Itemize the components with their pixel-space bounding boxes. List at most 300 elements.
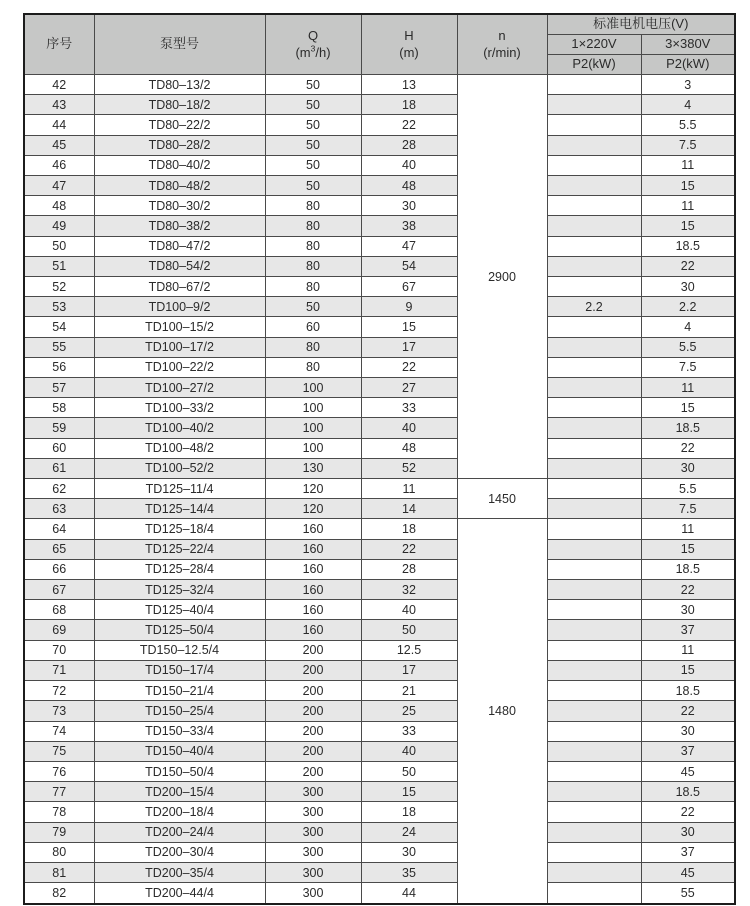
cell-head: 54 xyxy=(361,256,457,276)
cell-head: 50 xyxy=(361,761,457,781)
table-row xyxy=(24,277,735,297)
header-head xyxy=(361,14,457,75)
table-row xyxy=(24,701,735,721)
cell-model: TD125–32/4 xyxy=(94,580,265,600)
cell-head: 33 xyxy=(361,398,457,418)
cell-power-380: 18.5 xyxy=(641,418,735,438)
header-voltage-group: 标准电机电压(V) xyxy=(547,14,735,35)
cell-power-220 xyxy=(547,95,641,115)
cell-model: TD100–15/2 xyxy=(94,317,265,337)
cell-flow: 100 xyxy=(265,438,361,458)
cell-flow: 160 xyxy=(265,539,361,559)
cell-flow: 300 xyxy=(265,842,361,862)
cell-power-380: 55 xyxy=(641,883,735,904)
cell-power-380: 22 xyxy=(641,802,735,822)
header-speed-unit: (r/min) xyxy=(483,44,521,60)
cell-head: 21 xyxy=(361,681,457,701)
cell-flow: 50 xyxy=(265,297,361,317)
cell-serial: 47 xyxy=(24,176,94,196)
cell-power-380: 11 xyxy=(641,519,735,539)
cell-power-220 xyxy=(547,883,641,904)
cell-serial: 75 xyxy=(24,741,94,761)
cell-model: TD200–30/4 xyxy=(94,842,265,862)
cell-model: TD125–11/4 xyxy=(94,479,265,499)
cell-power-220 xyxy=(547,761,641,781)
cell-serial: 74 xyxy=(24,721,94,741)
table-row xyxy=(24,499,735,519)
header-voltage-220: 1×220V xyxy=(547,35,641,55)
cell-power-380: 18.5 xyxy=(641,782,735,802)
cell-head: 33 xyxy=(361,721,457,741)
cell-model: TD100–17/2 xyxy=(94,337,265,357)
cell-flow: 200 xyxy=(265,660,361,680)
table-row xyxy=(24,398,735,418)
cell-power-380: 30 xyxy=(641,600,735,620)
cell-flow: 200 xyxy=(265,761,361,781)
cell-model: TD150–12.5/4 xyxy=(94,640,265,660)
cell-serial: 61 xyxy=(24,458,94,478)
table-row xyxy=(24,357,735,377)
cell-serial: 52 xyxy=(24,277,94,297)
cell-power-380: 45 xyxy=(641,862,735,882)
cell-power-380: 18.5 xyxy=(641,236,735,256)
table-row xyxy=(24,75,735,95)
table-row xyxy=(24,236,735,256)
cell-serial: 63 xyxy=(24,499,94,519)
cell-serial: 73 xyxy=(24,701,94,721)
cell-power-220 xyxy=(547,741,641,761)
cell-model: TD125–28/4 xyxy=(94,559,265,579)
cell-speed: 2900 xyxy=(457,75,547,479)
cell-speed: 1450 xyxy=(457,479,547,519)
cell-flow: 200 xyxy=(265,681,361,701)
cell-model: TD125–14/4 xyxy=(94,499,265,519)
cell-power-380: 11 xyxy=(641,155,735,175)
header-power-380: P2(kW) xyxy=(641,55,735,75)
cell-flow: 120 xyxy=(265,499,361,519)
cell-flow: 80 xyxy=(265,277,361,297)
cell-power-220 xyxy=(547,378,641,398)
table-row xyxy=(24,761,735,781)
cell-serial: 64 xyxy=(24,519,94,539)
cell-power-220 xyxy=(547,499,641,519)
cell-power-380: 7.5 xyxy=(641,135,735,155)
cell-serial: 77 xyxy=(24,782,94,802)
cell-flow: 200 xyxy=(265,721,361,741)
cubic-superscript: 3 xyxy=(310,43,316,54)
table-row xyxy=(24,196,735,216)
table-row xyxy=(24,782,735,802)
cell-head: 40 xyxy=(361,600,457,620)
cell-flow: 50 xyxy=(265,95,361,115)
cell-power-220 xyxy=(547,802,641,822)
cell-power-380: 30 xyxy=(641,458,735,478)
cell-power-220 xyxy=(547,317,641,337)
cell-power-380: 5.5 xyxy=(641,337,735,357)
cell-head: 15 xyxy=(361,782,457,802)
cell-power-380: 30 xyxy=(641,822,735,842)
table-row xyxy=(24,479,735,499)
cell-serial: 72 xyxy=(24,681,94,701)
cell-power-380: 37 xyxy=(641,741,735,761)
cell-power-380: 15 xyxy=(641,539,735,559)
cell-power-220 xyxy=(547,418,641,438)
cell-flow: 120 xyxy=(265,479,361,499)
cell-head: 35 xyxy=(361,862,457,882)
cell-model: TD100–33/2 xyxy=(94,398,265,418)
cell-model: TD150–33/4 xyxy=(94,721,265,741)
cell-power-380: 4 xyxy=(641,95,735,115)
cell-model: TD150–50/4 xyxy=(94,761,265,781)
pump-spec-table xyxy=(23,13,736,905)
cell-serial: 67 xyxy=(24,580,94,600)
cell-serial: 44 xyxy=(24,115,94,135)
header-head-unit: (m) xyxy=(399,44,419,60)
cell-power-220 xyxy=(547,75,641,95)
cell-flow: 50 xyxy=(265,75,361,95)
table-row xyxy=(24,741,735,761)
cell-power-220 xyxy=(547,701,641,721)
cell-serial: 76 xyxy=(24,761,94,781)
cell-power-220 xyxy=(547,479,641,499)
table-row xyxy=(24,297,735,317)
cell-flow: 100 xyxy=(265,398,361,418)
cell-model: TD80–40/2 xyxy=(94,155,265,175)
cell-power-380: 15 xyxy=(641,176,735,196)
cell-serial: 56 xyxy=(24,357,94,377)
cell-model: TD125–22/4 xyxy=(94,539,265,559)
cell-flow: 300 xyxy=(265,862,361,882)
cell-model: TD125–40/4 xyxy=(94,600,265,620)
header-speed xyxy=(457,14,547,75)
cell-speed: 1480 xyxy=(457,519,547,904)
cell-power-220 xyxy=(547,216,641,236)
cell-model: TD200–18/4 xyxy=(94,802,265,822)
cell-power-380: 22 xyxy=(641,580,735,600)
cell-power-380: 37 xyxy=(641,842,735,862)
cell-head: 22 xyxy=(361,115,457,135)
cell-head: 27 xyxy=(361,378,457,398)
cell-model: TD125–18/4 xyxy=(94,519,265,539)
table-row xyxy=(24,418,735,438)
cell-serial: 79 xyxy=(24,822,94,842)
cell-power-220 xyxy=(547,580,641,600)
header-voltage-380: 3×380V xyxy=(641,35,735,55)
cell-power-380: 18.5 xyxy=(641,559,735,579)
cell-model: TD80–38/2 xyxy=(94,216,265,236)
cell-flow: 50 xyxy=(265,155,361,175)
cell-model: TD200–44/4 xyxy=(94,883,265,904)
cell-flow: 80 xyxy=(265,357,361,377)
cell-model: TD200–35/4 xyxy=(94,862,265,882)
cell-power-220 xyxy=(547,277,641,297)
cell-power-380: 3 xyxy=(641,75,735,95)
cell-model: TD100–48/2 xyxy=(94,438,265,458)
cell-serial: 43 xyxy=(24,95,94,115)
cell-power-380: 5.5 xyxy=(641,115,735,135)
header-head-symbol: H xyxy=(404,27,414,43)
table-row xyxy=(24,135,735,155)
cell-head: 12.5 xyxy=(361,640,457,660)
table-row xyxy=(24,721,735,741)
cell-serial: 51 xyxy=(24,256,94,276)
cell-head: 47 xyxy=(361,236,457,256)
cell-power-380: 15 xyxy=(641,660,735,680)
header-flow-unit: $(m^3/h)$ xyxy=(295,43,331,60)
cell-flow: 80 xyxy=(265,256,361,276)
cell-model: TD200–24/4 xyxy=(94,822,265,842)
table-row xyxy=(24,660,735,680)
cell-head: 13 xyxy=(361,75,457,95)
table-row xyxy=(24,883,735,904)
cell-head: 11 xyxy=(361,479,457,499)
table-row xyxy=(24,256,735,276)
cell-head: 22 xyxy=(361,539,457,559)
cell-serial: 55 xyxy=(24,337,94,357)
cell-flow: 80 xyxy=(265,337,361,357)
cell-power-220 xyxy=(547,236,641,256)
cell-power-220 xyxy=(547,256,641,276)
table-row xyxy=(24,115,735,135)
table-row xyxy=(24,681,735,701)
cell-head: 32 xyxy=(361,580,457,600)
header-power-220: P2(kW) xyxy=(547,55,641,75)
cell-power-220 xyxy=(547,155,641,175)
cell-flow: 300 xyxy=(265,822,361,842)
cell-power-220 xyxy=(547,822,641,842)
cell-head: 48 xyxy=(361,176,457,196)
cell-head: 28 xyxy=(361,135,457,155)
cell-power-380: 22 xyxy=(641,256,735,276)
cell-power-220 xyxy=(547,782,641,802)
cell-flow: 50 xyxy=(265,115,361,135)
table-row xyxy=(24,822,735,842)
cell-power-220 xyxy=(547,196,641,216)
cell-flow: 100 xyxy=(265,418,361,438)
cell-flow: 200 xyxy=(265,741,361,761)
cell-flow: 130 xyxy=(265,458,361,478)
cell-power-380: 37 xyxy=(641,620,735,640)
cell-serial: 66 xyxy=(24,559,94,579)
cell-flow: 50 xyxy=(265,135,361,155)
cell-model: TD200–15/4 xyxy=(94,782,265,802)
cell-serial: 53 xyxy=(24,297,94,317)
cell-power-380: 7.5 xyxy=(641,499,735,519)
table-row xyxy=(24,378,735,398)
cell-power-380: 2.2 xyxy=(641,297,735,317)
cell-flow: 80 xyxy=(265,196,361,216)
cell-power-380: 30 xyxy=(641,721,735,741)
cell-serial: 60 xyxy=(24,438,94,458)
cell-model: TD80–67/2 xyxy=(94,277,265,297)
table-row xyxy=(24,862,735,882)
cell-power-220 xyxy=(547,398,641,418)
cell-power-220 xyxy=(547,176,641,196)
table-row xyxy=(24,438,735,458)
cell-model: TD100–52/2 xyxy=(94,458,265,478)
header-flow-symbol: Q xyxy=(307,27,319,43)
cell-model: TD100–40/2 xyxy=(94,418,265,438)
cell-model: TD150–17/4 xyxy=(94,660,265,680)
cell-flow: 300 xyxy=(265,782,361,802)
cell-power-220 xyxy=(547,681,641,701)
cell-serial: 49 xyxy=(24,216,94,236)
cell-power-220 xyxy=(547,862,641,882)
cell-power-380: 18.5 xyxy=(641,681,735,701)
cell-power-380: 11 xyxy=(641,378,735,398)
cell-power-380: 15 xyxy=(641,398,735,418)
table-row xyxy=(24,559,735,579)
cell-flow: 100 xyxy=(265,378,361,398)
cell-power-220: 2.2 xyxy=(547,297,641,317)
cell-head: 17 xyxy=(361,660,457,680)
cell-power-380: 4 xyxy=(641,317,735,337)
header-row-1 xyxy=(24,14,735,35)
cell-model: TD80–18/2 xyxy=(94,95,265,115)
table-row xyxy=(24,842,735,862)
cell-model: TD80–47/2 xyxy=(94,236,265,256)
cell-head: 18 xyxy=(361,95,457,115)
table-row xyxy=(24,155,735,175)
cell-power-220 xyxy=(547,640,641,660)
table-row xyxy=(24,580,735,600)
cell-flow: 200 xyxy=(265,640,361,660)
cell-head: 50 xyxy=(361,620,457,640)
cell-power-380: 45 xyxy=(641,761,735,781)
cell-model: TD100–27/2 xyxy=(94,378,265,398)
cell-model: TD125–50/4 xyxy=(94,620,265,640)
cell-head: 24 xyxy=(361,822,457,842)
cell-serial: 68 xyxy=(24,600,94,620)
cell-head: 30 xyxy=(361,842,457,862)
table-row xyxy=(24,802,735,822)
cell-power-220 xyxy=(547,438,641,458)
cell-serial: 80 xyxy=(24,842,94,862)
cell-flow: 160 xyxy=(265,600,361,620)
cell-serial: 62 xyxy=(24,479,94,499)
cell-serial: 45 xyxy=(24,135,94,155)
cell-power-220 xyxy=(547,660,641,680)
cell-flow: 160 xyxy=(265,519,361,539)
cell-serial: 69 xyxy=(24,620,94,640)
cell-flow: 50 xyxy=(265,176,361,196)
cell-flow: 160 xyxy=(265,580,361,600)
table-row xyxy=(24,216,735,236)
cell-head: 52 xyxy=(361,458,457,478)
cell-serial: 58 xyxy=(24,398,94,418)
catalog-page xyxy=(23,13,736,905)
cell-head: 38 xyxy=(361,216,457,236)
cell-model: TD150–40/4 xyxy=(94,741,265,761)
cell-power-380: 22 xyxy=(641,438,735,458)
cell-serial: 78 xyxy=(24,802,94,822)
cell-model: TD80–30/2 xyxy=(94,196,265,216)
cell-serial: 57 xyxy=(24,378,94,398)
cell-power-220 xyxy=(547,357,641,377)
cell-model: TD80–13/2 xyxy=(94,75,265,95)
cell-power-220 xyxy=(547,721,641,741)
table-row xyxy=(24,600,735,620)
cell-power-220 xyxy=(547,337,641,357)
cell-head: 40 xyxy=(361,155,457,175)
table-row xyxy=(24,458,735,478)
cell-serial: 50 xyxy=(24,236,94,256)
cell-flow: 80 xyxy=(265,236,361,256)
cell-model: TD100–22/2 xyxy=(94,357,265,377)
cell-head: 15 xyxy=(361,317,457,337)
cell-power-220 xyxy=(547,559,641,579)
cell-head: 18 xyxy=(361,802,457,822)
cell-power-220 xyxy=(547,539,641,559)
cell-head: 30 xyxy=(361,196,457,216)
table-row xyxy=(24,640,735,660)
cell-power-380: 15 xyxy=(641,216,735,236)
cell-flow: 200 xyxy=(265,701,361,721)
cell-head: 67 xyxy=(361,277,457,297)
cell-serial: 59 xyxy=(24,418,94,438)
header-flow xyxy=(265,14,361,75)
cell-serial: 46 xyxy=(24,155,94,175)
cell-head: 18 xyxy=(361,519,457,539)
header-speed-symbol: n xyxy=(498,27,506,43)
cell-model: TD80–54/2 xyxy=(94,256,265,276)
cell-serial: 71 xyxy=(24,660,94,680)
cell-flow: 300 xyxy=(265,802,361,822)
cell-model: TD80–22/2 xyxy=(94,115,265,135)
cell-power-380: 22 xyxy=(641,701,735,721)
cell-head: 40 xyxy=(361,418,457,438)
cell-head: 22 xyxy=(361,357,457,377)
header-serial: 序号 xyxy=(24,14,94,75)
table-row xyxy=(24,519,735,539)
cell-head: 25 xyxy=(361,701,457,721)
header-model: 泵型号 xyxy=(94,14,265,75)
cell-head: 48 xyxy=(361,438,457,458)
table-row xyxy=(24,95,735,115)
cell-flow: 160 xyxy=(265,559,361,579)
cell-power-220 xyxy=(547,842,641,862)
cell-head: 14 xyxy=(361,499,457,519)
cell-head: 28 xyxy=(361,559,457,579)
cell-power-220 xyxy=(547,458,641,478)
cell-power-380: 11 xyxy=(641,640,735,660)
table-row xyxy=(24,176,735,196)
cell-serial: 48 xyxy=(24,196,94,216)
table-body xyxy=(24,75,735,905)
cell-head: 17 xyxy=(361,337,457,357)
cell-model: TD80–48/2 xyxy=(94,176,265,196)
table-row xyxy=(24,620,735,640)
cell-power-380: 11 xyxy=(641,196,735,216)
cell-power-380: 5.5 xyxy=(641,479,735,499)
cell-flow: 80 xyxy=(265,216,361,236)
cell-serial: 81 xyxy=(24,862,94,882)
cell-serial: 82 xyxy=(24,883,94,904)
cell-head: 44 xyxy=(361,883,457,904)
cell-model: TD100–9/2 xyxy=(94,297,265,317)
cell-model: TD150–25/4 xyxy=(94,701,265,721)
cell-power-380: 7.5 xyxy=(641,357,735,377)
table-header xyxy=(24,14,735,75)
cell-serial: 42 xyxy=(24,75,94,95)
cell-power-220 xyxy=(547,600,641,620)
cell-head: 40 xyxy=(361,741,457,761)
cell-serial: 70 xyxy=(24,640,94,660)
cell-serial: 65 xyxy=(24,539,94,559)
cell-flow: 160 xyxy=(265,620,361,640)
cell-power-220 xyxy=(547,115,641,135)
cell-model: TD80–28/2 xyxy=(94,135,265,155)
